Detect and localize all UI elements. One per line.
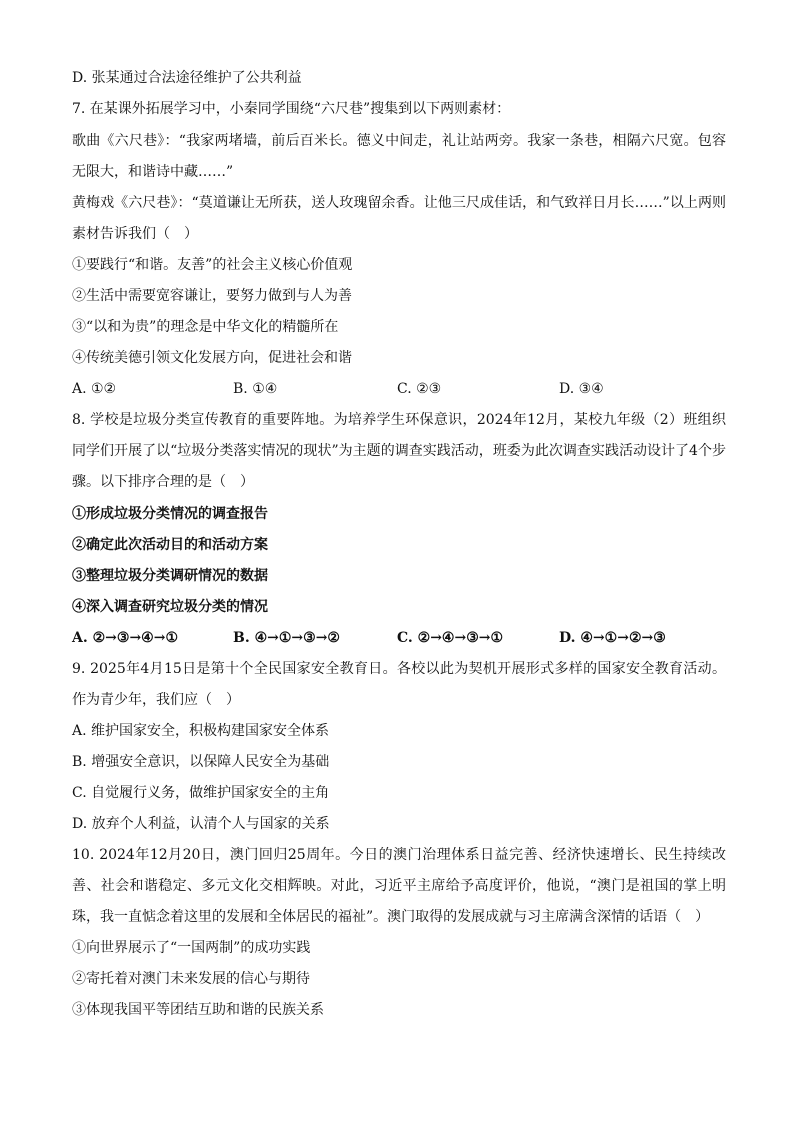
q7-option-c[interactable]: C. ②③: [397, 381, 442, 397]
q7-item-4: ④传统美德引领文化发展方向，促进社会和谐: [72, 350, 352, 366]
q9-option-b[interactable]: B. 增强安全意识，以保障人民安全为基础: [72, 754, 330, 770]
q7-song-material: 歌曲《六尺巷》：“我家两堵墙，前后百米长。德义中间走，礼让站两旁。我家一条巷，相隔六尺宽。包容无限大，和谐诗中藏……”: [72, 133, 726, 180]
q6-option-d: D. 张某通过合法途径维护了公共利益: [72, 70, 302, 86]
q8-stem: 8. 学校是垃圾分类宣传教育的重要阵地。为培养学生环保意识，2024年12月，某校九年级（2）班组织同学们开展了以“垃圾分类落实情况的现状”为主题的调查实践活动，班委为此次调查实践活动设计了4个步骤。以下排序合理的是（ ）: [72, 412, 726, 490]
q10-item-2: ②寄托着对澳门未来发展的信心与期待: [72, 971, 310, 987]
q7-option-b[interactable]: B. ①④: [233, 381, 278, 397]
q7-option-d[interactable]: D. ③④: [559, 381, 604, 397]
q7-option-a[interactable]: A. ①②: [72, 381, 117, 397]
q8-item-2: ②确定此次活动目的和活动方案: [72, 537, 268, 553]
q10-stem: 10. 2024年12月20日，澳门回归25周年。今日的澳门治理体系日益完善、经济快速增长、民生持续改善、社会和谐稳定、多元文化交相辉映。对此，习近平主席给予高度评价，他说，“澳门是祖国的掌上明珠，我一直惦念着这里的发展和全体居民的福祉”。澳门取得的发展成就与习主席满含深情的话语（ ）: [72, 847, 726, 925]
q8-option-a[interactable]: A. ②→③→④→①: [72, 630, 179, 646]
q10-item-3: ③体现我国平等团结互助和谐的民族关系: [72, 1002, 324, 1018]
q9-stem: 9. 2025年4月15日是第十个全民国家安全教育日。各校以此为契机开展形式多样的国家安全教育活动。作为青少年，我们应（ ）: [72, 661, 726, 708]
q7-item-3: ③“以和为贵”的理念是中华文化的精髓所在: [72, 319, 339, 335]
q8-item-1: ①形成垃圾分类情况的调查报告: [72, 506, 268, 522]
q7-opera-material: 黄梅戏《六尺巷》：“莫道谦让无所获，送人玫瑰留余香。让他三尺成佳话，和气致祥日月长……”以上两则素材告诉我们（ ）: [72, 195, 726, 242]
q7-item-1: ①要践行“和谐。友善”的社会主义核心价值观: [72, 257, 353, 273]
q9-option-c[interactable]: C. 自觉履行义务，做维护国家安全的主角: [72, 785, 330, 801]
q8-option-d[interactable]: D. ④→①→②→③: [559, 630, 666, 646]
q8-item-4: ④深入调查研究垃圾分类的情况: [72, 599, 268, 615]
q7-item-2: ②生活中需要宽容谦让，要努力做到与人为善: [72, 288, 352, 304]
q10-item-1: ①向世界展示了“一国两制”的成功实践: [72, 940, 311, 956]
q8-option-c[interactable]: C. ②→④→③→①: [397, 630, 504, 646]
q9-option-a[interactable]: A. 维护国家安全，积极构建国家安全体系: [72, 723, 330, 739]
q7-stem: 7. 在某课外拓展学习中，小秦同学围绕“六尺巷”搜集到以下两则素材：: [72, 101, 511, 117]
q8-option-b[interactable]: B. ④→①→③→②: [233, 630, 340, 646]
q8-item-3: ③整理垃圾分类调研情况的数据: [72, 568, 268, 584]
q9-option-d[interactable]: D. 放弃个人利益，认清个人与国家的关系: [72, 816, 330, 832]
